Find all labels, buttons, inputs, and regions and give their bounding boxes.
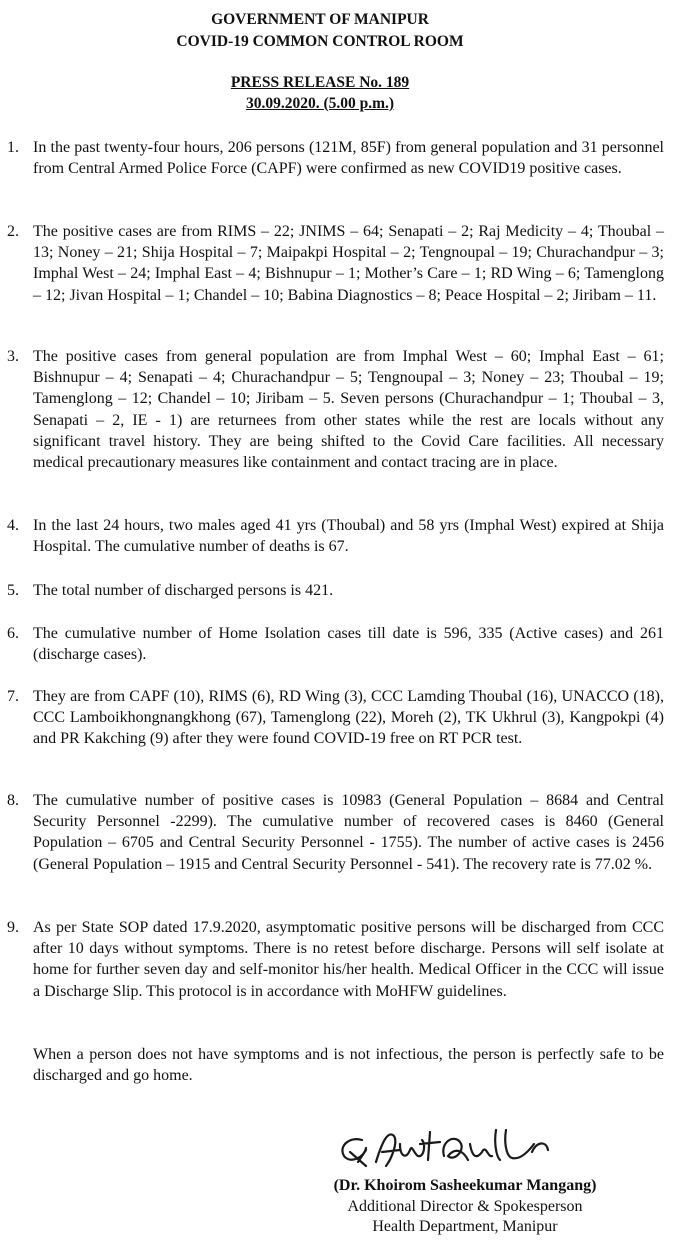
list-item-number: 3.: [7, 348, 19, 365]
signatory-department: Health Department, Manipur: [372, 1218, 558, 1235]
list-item-number: 1.: [7, 139, 19, 156]
list-item-number: 5.: [7, 582, 19, 599]
government-heading: GOVERNMENT OF MANIPUR: [211, 11, 429, 28]
list-item-number: 6.: [7, 625, 19, 642]
list-item-text: As per State SOP dated 17.9.2020, asymptomatic positive persons will be discharged from CCC after 10 days without symptoms. There is no retest before discharge. Persons will self isolate at home for further seven day and self-monitor his/her health. Medical Officer in the CCC will issue a Discharge Slip. This protocol is in accordance with MoHFW guidelines.: [33, 919, 664, 1000]
press-release-number: [0, 73, 640, 93]
signatory-title: Additional Director & Spokesperson: [347, 1197, 583, 1215]
control-room-heading: COVID-19 COMMON CONTROL ROOM: [176, 33, 464, 50]
list-item-number: 2.: [7, 223, 19, 240]
list-item-number: 8.: [7, 792, 19, 809]
list-item-text: In the past twenty-four hours, 206 persons (121M, 85F) from general population and 31 personnel from Central Armed Police Force (CAPF) were confirmed as new COVID19 positive cases.: [33, 139, 664, 178]
list-item-number: 4.: [7, 517, 19, 534]
list-item-text: The positive cases from general population are from Imphal West – 60; Imphal East – 61; Bishnupur – 4; Senapati – 4; Churachandpur – 5; Tengnoupal – 3; Noney – 23; Thoubal – 19; Tamenglong – 12; Chandel – 10; Jiribam – 5. Seven persons (Churachandpur – 1; Thoubal – 3, Senapati – 2, IE - 1) are returnees from other states while the rest are locals without any significant travel history. They are being shifted to the Covid Care facilities. All necessary medical precautionary measures like containment and contact tracing are in place.: [33, 348, 664, 472]
list-item-number: 7.: [7, 688, 19, 705]
list-item-text: The total number of discharged persons is 421.: [33, 582, 334, 599]
release-date: [0, 94, 640, 114]
list-item-number: 9.: [7, 919, 19, 936]
list-item-text: They are from CAPF (10), RIMS (6), RD Wing (3), CCC Lamding Thoubal (16), UNACCO (18), CCC Lamboikhongnangkhong (67), Tamenglong (22), Moreh (2), TK Ukhrul (3), Kangpokpi (4) and PR Kakching (9) after they were found COVID-19 free on RT PCR test.: [33, 688, 664, 748]
list-item-text: The cumulative number of Home Isolation cases till date is 596, 335 (Active cases) and 261 (discharge cases).: [33, 625, 664, 664]
list-item-text: In the last 24 hours, two males aged 41 yrs (Thoubal) and 58 yrs (Imphal West) expired at Shija Hospital. The cumulative number of deaths is 67.: [33, 517, 664, 556]
handwritten-signature: [336, 1122, 556, 1174]
signatory-name: (Dr. Khoirom Sasheekumar Mangang): [333, 1177, 597, 1194]
release-date-text: 30.09.2020. (5.00 p.m.): [245, 95, 395, 112]
list-item-text: The positive cases are from RIMS – 22; JNIMS – 64; Senapati – 2; Raj Medicity – 4; Thoubal – 13; Noney – 21; Shija Hospital – 7; Maipakpi Hospital – 2; Tengnoupal – 19; Churachandpur – 3; Imphal West – 24; Imphal East – 4; Bishnupur – 1; Mother’s Care – 1; RD Wing – 6; Tamenglong – 12; Jivan Hospital – 1; Chandel – 10; Babina Diagnostics – 8; Peace Hospital – 2; Jiribam – 11.: [33, 223, 664, 304]
closing-paragraph: When a person does not have symptoms and is not infectious, the person is perfectly safe to be discharged and go home.: [33, 1046, 664, 1085]
press-release-number-text: PRESS RELEASE No. 189: [230, 74, 410, 91]
signatory-block: [300, 1176, 630, 1238]
list-item-text: The cumulative number of positive cases is 10983 (General Population – 8684 and Central Security Personnel -2299). The cumulative number of recovered cases is 8460 (General Population – 6705 and Central Security Personnel - 1755). The number of active cases is 2456 (General Population – 1915 and Central Security Personnel - 541). The recovery rate is 77.02 %.: [33, 792, 664, 873]
